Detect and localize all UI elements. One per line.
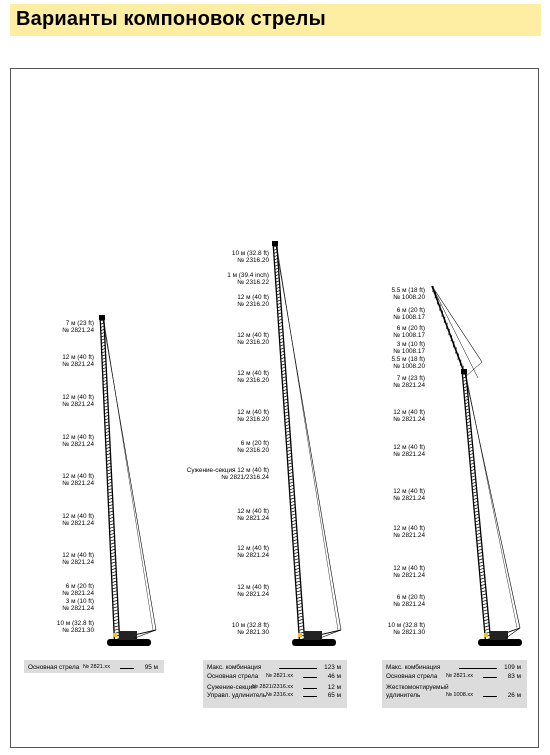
leader-line [279, 668, 317, 669]
summary-name: Сужение-секция [207, 683, 256, 691]
section-length: 12 м (40 ft) [237, 332, 269, 339]
config1-section-label [62, 354, 94, 369]
section-part-number: № 2821.24 [62, 480, 94, 488]
config3-section-label [393, 488, 425, 503]
section-part-number: № 2821.24 [62, 401, 94, 409]
config2-section-label [237, 332, 269, 347]
section-part-number: № 2821.24 [62, 327, 94, 335]
summary-value: 95 м [144, 664, 158, 671]
config1-section-label [57, 620, 94, 635]
config3-section-label [393, 307, 425, 322]
config3-section-label [393, 594, 425, 609]
config1-section-label [62, 598, 94, 613]
section-part-number: № 1008.20 [393, 363, 425, 371]
section-part-number: № 2821.24 [62, 361, 94, 369]
section-length: 10 м (32.8 ft) [56, 620, 94, 627]
config3-section-label [391, 356, 425, 371]
section-part-number: № 1008.17 [393, 314, 425, 322]
config1-section-label [62, 434, 94, 449]
leader-line [303, 677, 317, 678]
section-length: 12 м (40 ft) [62, 552, 94, 559]
summary-row [207, 664, 341, 672]
crane-2-boom-chord-left [273, 244, 299, 640]
section-length: 7 м (23 ft) [65, 320, 94, 327]
section-part-number: № 2316.20 [237, 301, 269, 309]
section-length: 12 м (40 ft) [237, 370, 269, 377]
section-length: 12 м (40 ft) [62, 473, 94, 480]
section-length: 7 м (23 ft) [396, 375, 425, 382]
config2-section-label [237, 545, 269, 560]
summary-value: 65 м [327, 692, 341, 699]
section-part-number: № 2821.24 [62, 605, 94, 613]
summary-name: Управл. удлинитель [207, 692, 267, 699]
config3-section-label [393, 375, 425, 390]
crane-2-boom-head [272, 241, 278, 246]
section-length: 6 м (20 ft) [240, 440, 269, 447]
config1-section-label [62, 513, 94, 528]
summary-value: 26 м [507, 692, 521, 699]
config2-section-label [237, 584, 269, 599]
section-length: 12 м (40 ft) [393, 525, 425, 532]
section-part-number: № 2821.24 [62, 590, 94, 598]
section-length: 10 м (32.8 ft) [231, 250, 269, 257]
section-length: 6 м (20 ft) [396, 594, 425, 601]
page-title: Варианты компоновок стрелы [16, 8, 326, 30]
summary-row [28, 664, 158, 672]
section-length: 12 м (40 ft) [393, 409, 425, 416]
summary-row [386, 673, 521, 681]
section-part-number: № 2821.24 [393, 572, 425, 580]
summary-row [386, 684, 521, 692]
section-part-number: № 2821.24 [393, 416, 425, 424]
crane-3-crawler [478, 639, 522, 646]
config2-summary-box [203, 660, 347, 708]
config3-section-label [393, 565, 425, 580]
section-length: 12 м (40 ft) [237, 545, 269, 552]
section-length: 12 м (40 ft) [62, 354, 94, 361]
config2-section-label [187, 467, 269, 482]
section-part-number: № 2316.20 [237, 257, 269, 265]
summary-part-code: № 2821/2316.xx [251, 683, 293, 690]
summary-name: Макс. комбинация [386, 664, 441, 671]
section-part-number: № 2821.24 [237, 515, 269, 523]
summary-value: 46 м [327, 672, 341, 680]
crane-1-superstructure [119, 631, 137, 640]
config2-section-label [237, 508, 269, 523]
section-part-number: № 1008.17 [393, 348, 425, 356]
leader-line [303, 688, 317, 689]
summary-name: Жесткомонтируемый [386, 683, 449, 691]
leader-line [483, 696, 497, 697]
section-length: 12 м (40 ft) [393, 444, 425, 451]
section-length: 12 м (40 ft) [237, 294, 269, 301]
config1-summary-box [24, 660, 164, 673]
section-part-number: № 1008.20 [393, 294, 425, 302]
summary-part-code: № 2821.xx [82, 664, 110, 670]
config2-section-label [237, 294, 269, 309]
config1-section-label [62, 473, 94, 488]
crane-2-boom-lacing [273, 246, 304, 640]
summary-row [207, 684, 341, 692]
config2-section-label [237, 370, 269, 385]
config3-section-label [393, 409, 425, 424]
section-length: Сужение-секция 12 м (40 ft) [186, 467, 269, 474]
summary-name: Макс. комбинация [207, 664, 262, 671]
config2-section-label [232, 250, 269, 265]
summary-part-code: № 2821.xx [445, 672, 473, 679]
section-part-number: № 2821.24 [393, 532, 425, 540]
section-length: 12 м (40 ft) [237, 508, 269, 515]
config3-summary-box [382, 660, 527, 708]
crane-3-jib-stay-1 [432, 286, 482, 362]
summary-row [207, 673, 341, 681]
section-length: 3 м (10 ft) [65, 598, 94, 605]
leader-line [483, 677, 497, 678]
section-length: 6 м (20 ft) [396, 307, 425, 314]
config2-section-label [232, 622, 269, 637]
section-part-number: № 2821.30 [393, 629, 425, 637]
section-part-number: № 2316.20 [237, 339, 269, 347]
section-part-number: № 2821.24 [237, 591, 269, 599]
section-length: 12 м (40 ft) [237, 409, 269, 416]
crane-1-crawler [107, 639, 151, 646]
crane-3-boom-lacing [462, 374, 490, 640]
section-length: 3 м (10 ft) [396, 341, 425, 348]
config1-section-label [62, 394, 94, 409]
section-part-number: № 2821.30 [62, 627, 94, 635]
summary-name: Основная стрела [28, 664, 80, 671]
section-length: 10 м (32.8 ft) [231, 622, 269, 629]
crane-3-jib-stay-2 [432, 286, 478, 378]
crane-3-boom-chord-left [462, 372, 485, 640]
config3-section-label [393, 444, 425, 459]
crane-3-cab [484, 633, 488, 637]
summary-row [386, 664, 521, 672]
summary-name: Основная стрела [386, 672, 438, 680]
crane-1-cab [113, 633, 117, 637]
section-part-number: № 2821.24 [62, 559, 94, 567]
section-length: 10 м (32.8 ft) [387, 622, 425, 629]
summary-name: Основная стрела [207, 672, 259, 680]
summary-value: 123 м [324, 664, 341, 671]
section-length: 6 м (20 ft) [65, 583, 94, 590]
crane-3-jib [432, 286, 464, 372]
summary-part-code: № 2821.xx [265, 672, 293, 679]
crane-2-superstructure [304, 631, 322, 640]
summary-value: 12 м [327, 683, 341, 691]
summary-part-code: № 2316.xx [265, 692, 293, 698]
section-part-number: № 2316.20 [237, 377, 269, 385]
section-part-number: № 2821.24 [393, 451, 425, 459]
summary-row [386, 692, 521, 700]
section-part-number: № 2821.24 [237, 552, 269, 560]
leader-line [459, 668, 497, 669]
section-part-number: № 2821.24 [62, 520, 94, 528]
section-length: 1 м (39.4 inch) [227, 272, 269, 279]
config3-section-label [393, 325, 425, 340]
config1-section-label [62, 552, 94, 567]
crane-2-crawler [292, 639, 336, 646]
crane-2-cab [298, 633, 302, 637]
section-length: 5.5 м (18 ft) [391, 287, 425, 294]
section-length: 12 м (40 ft) [393, 565, 425, 572]
summary-value: 83 м [507, 672, 521, 680]
section-length: 12 м (40 ft) [62, 434, 94, 441]
section-length: 6 м (20 ft) [396, 325, 425, 332]
summary-row [207, 692, 341, 700]
section-part-number: № 2821.24 [62, 441, 94, 449]
section-part-number: № 1008.17 [393, 332, 425, 340]
section-part-number: № 2821.24 [393, 495, 425, 503]
section-part-number: № 2821.24 [393, 382, 425, 390]
section-part-number: № 2316.20 [237, 416, 269, 424]
config1-section-label [62, 583, 94, 598]
section-length: 12 м (40 ft) [237, 584, 269, 591]
config2-section-label [237, 440, 269, 455]
config2-section-label [227, 272, 269, 287]
config2-section-label [237, 409, 269, 424]
crane-3-backstay [506, 628, 520, 638]
leader-line [303, 696, 317, 697]
section-part-number: № 2316.22 [237, 279, 269, 287]
config3-section-label [393, 525, 425, 540]
summary-part-code: № 1008.xx [445, 692, 473, 698]
config3-section-label [388, 622, 425, 637]
section-length: 12 м (40 ft) [393, 488, 425, 495]
crane-1-boom-head [99, 315, 105, 320]
summary-name: удлинитель [386, 692, 421, 699]
section-length: 5.5 м (18 ft) [391, 356, 425, 363]
section-part-number: № 2821.24 [393, 601, 425, 609]
config3-section-label [393, 341, 425, 356]
crane-3-superstructure [490, 631, 508, 640]
config3-section-label [391, 287, 425, 302]
section-part-number: № 2316.20 [237, 447, 269, 455]
leader-line [120, 668, 134, 669]
section-length: 12 м (40 ft) [62, 513, 94, 520]
config1-section-label [62, 320, 94, 335]
summary-value: 109 м [504, 664, 521, 671]
section-part-number: № 2821.30 [237, 629, 269, 637]
section-length: 12 м (40 ft) [62, 394, 94, 401]
section-part-number: № 2821/2316.24 [221, 474, 269, 482]
